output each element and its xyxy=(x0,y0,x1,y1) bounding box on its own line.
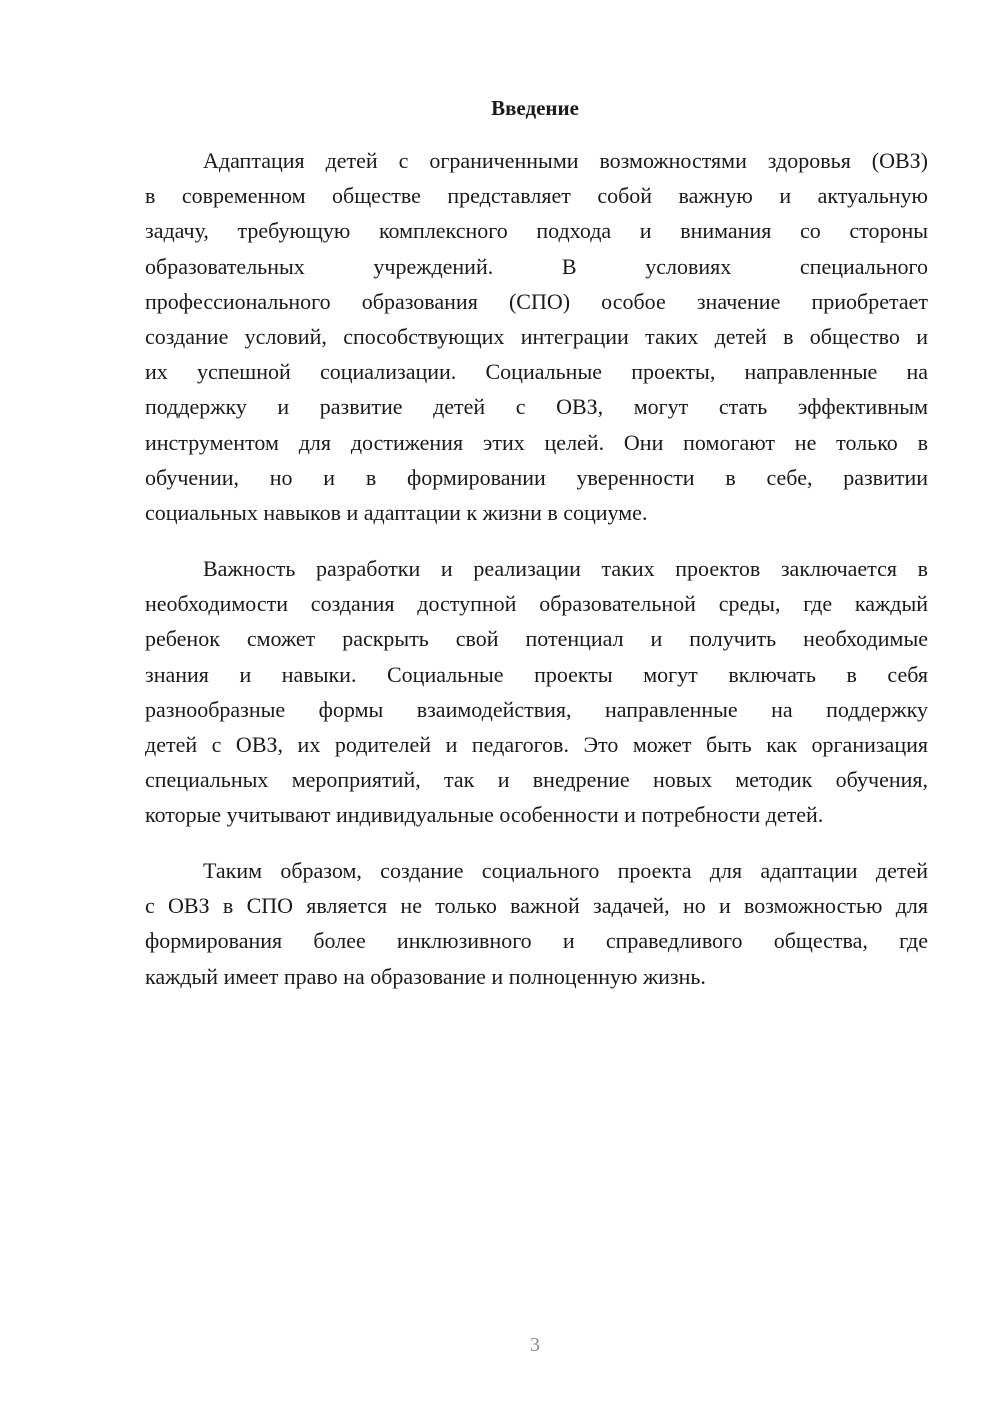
text-line: детей с ОВЗ, их родителей и педагогов. Это может быть как организация xyxy=(145,731,928,757)
text-line: в современном обществе представляет собой важную и актуальную xyxy=(145,183,928,209)
section-heading: Введение xyxy=(491,96,579,120)
text-line: разнообразные формы взаимодействия, направленные на поддержку xyxy=(145,696,928,722)
text-line: профессионального образования (СПО) особое значение приобретает xyxy=(145,288,928,314)
text-line: специальных мероприятий, так и внедрение новых методик обучения, xyxy=(145,767,928,793)
text-line: социальных навыков и адаптации к жизни в социуме. xyxy=(145,499,648,525)
text-line: поддержку и развитие детей с ОВЗ, могут стать эффективным xyxy=(145,394,928,420)
text-line: Важность разработки и реализации таких проектов заключается в xyxy=(203,556,928,581)
text-line: Таким образом, создание социального проекта для адаптации детей xyxy=(203,858,928,883)
paragraph-1 xyxy=(145,143,928,530)
text-line: инструментом для достижения этих целей. Они помогают не только в xyxy=(145,429,928,455)
text-line: которые учитывают индивидуальные особенности и потребности детей. xyxy=(145,802,824,828)
text-line: ребенок сможет раскрыть свой потенциал и получить необходимые xyxy=(145,626,928,652)
text-line: образовательных учреждений. В условиях специального xyxy=(145,253,928,279)
text-line: их успешной социализации. Социальные проекты, направленные на xyxy=(145,359,928,385)
paragraph-3 xyxy=(145,853,928,994)
text-line: Адаптация детей с ограниченными возможностями здоровья (ОВЗ) xyxy=(203,148,928,173)
text-line: необходимости создания доступной образовательной среды, где каждый xyxy=(145,591,928,617)
text-line: задачу, требующую комплексного подхода и внимания со стороны xyxy=(145,218,928,244)
text-line: с ОВЗ в СПО является не только важной задачей, но и возможностью для xyxy=(145,893,928,919)
paragraph-2 xyxy=(145,551,928,833)
text-line: обучении, но и в формировании уверенности в себе, развитии xyxy=(145,464,928,490)
text-line: создание условий, способствующих интеграции таких детей в общество и xyxy=(145,323,928,349)
page-number: 3 xyxy=(530,1334,540,1356)
text-line: знания и навыки. Социальные проекты могут включать в себя xyxy=(145,661,928,687)
text-line: каждый имеет право на образование и полноценную жизнь. xyxy=(145,963,706,989)
text-line: формирования более инклюзивного и справедливого общества, где xyxy=(145,928,928,954)
